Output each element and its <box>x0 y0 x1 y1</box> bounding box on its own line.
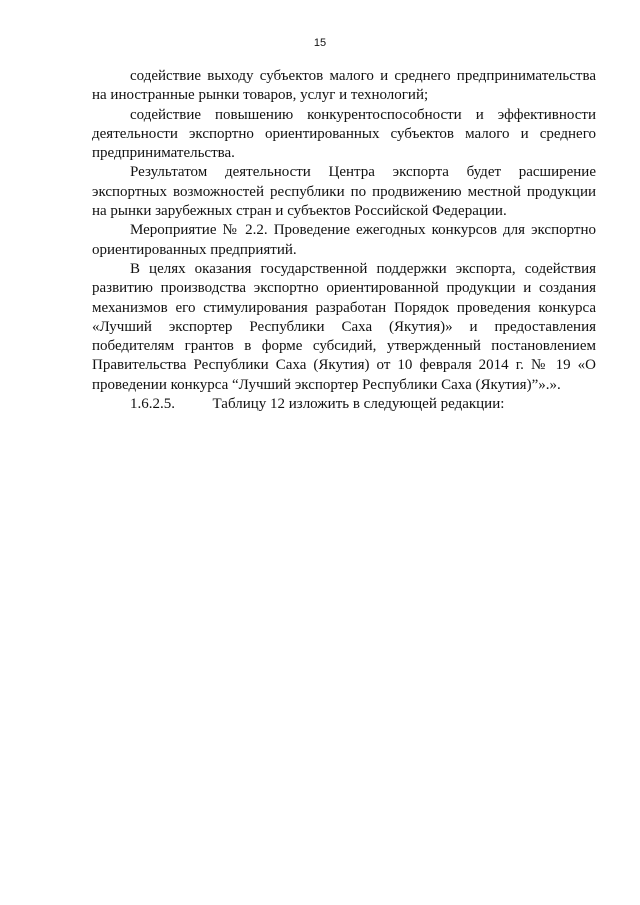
item-text: Таблицу 12 изложить в следующей редакции: <box>212 396 505 413</box>
paragraph-measure-2-2: Мероприятие № 2.2. Проведение ежегодных конкурсов для экспортно ориентированных предприятий. <box>92 222 596 258</box>
paragraph-export-markets: содействие выходу субъектов малого и среднего предпринимательства на иностранные рынки товаров, услуг и технологий; <box>92 68 596 104</box>
item-number: 1.6.2.5. <box>130 396 175 413</box>
paragraph-competitiveness: содействие повышению конкурентоспособности и эффективности деятельности экспортно ориентированных субъектов малого и среднего предпринимательства. <box>92 106 596 162</box>
paragraph-export-center-result: Результатом деятельности Центра экспорта будет расширение экспортных возможностей республики по продвижению местной продукции на рынки зарубежных стран и субъектов Российской Федерации. <box>92 164 596 220</box>
item-1-6-2-5 <box>92 395 596 414</box>
document-body <box>92 67 596 414</box>
page-number: 15 <box>313 37 327 49</box>
paragraph-state-support: В целях оказания государственной поддержки экспорта, содействия развитию производства экспортно ориентированной продукции и создания механизмов его стимулирования разработан Порядок проведения конкурса «Лучший экспортер Республики Саха (Якутия)» и предоставления победителям грантов в форме субсидий, утвержденный постановлением Правительства Республики Саха (Якутия) от 10 февраля 2014 г. № 19 «О проведении конкурса “Лучший экспортер Республики Саха (Якутия)”».». <box>92 260 596 393</box>
